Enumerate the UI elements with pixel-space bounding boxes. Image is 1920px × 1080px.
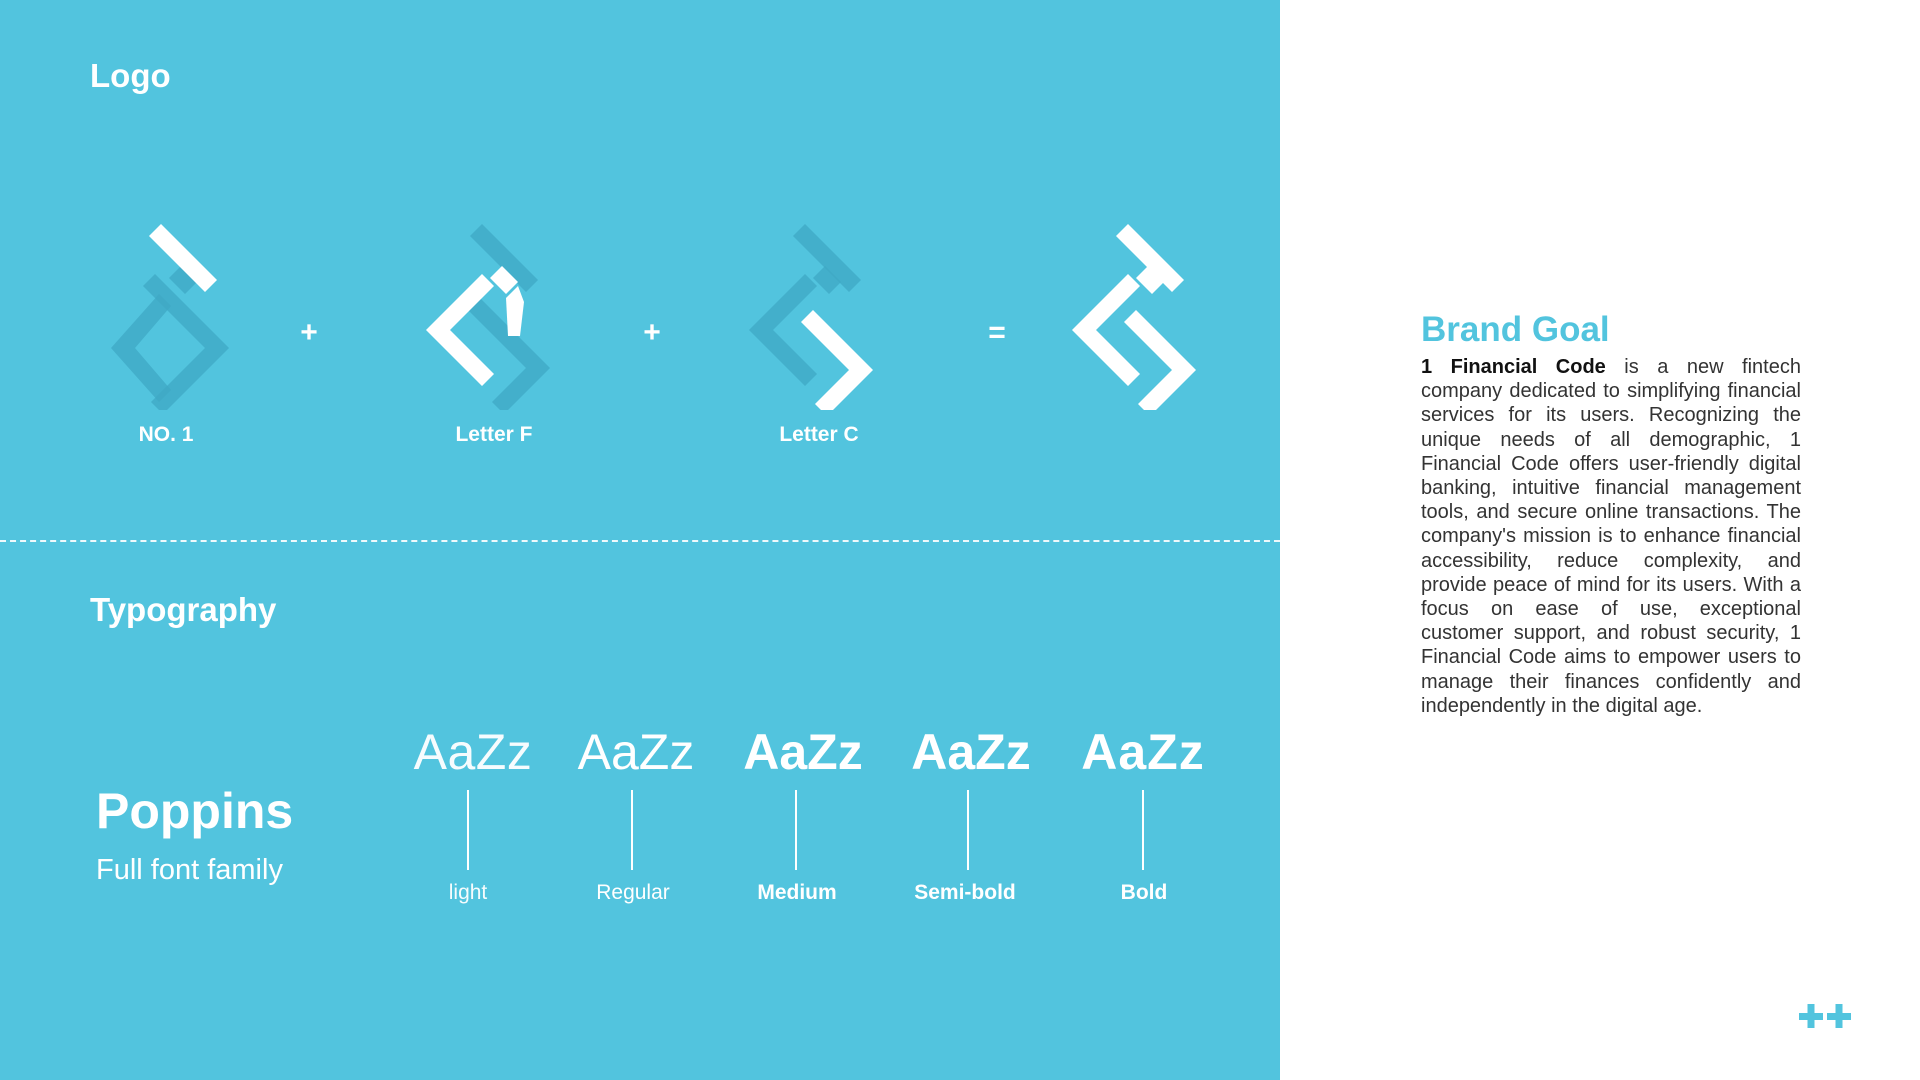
weight-label-semibold: Semi-bold (914, 881, 1016, 904)
weight-label-light: light (448, 881, 488, 904)
weight-connector-line (967, 790, 969, 870)
logo-part-letter-f (424, 220, 550, 410)
logo-operator-plus: + (643, 316, 661, 349)
final-logo-icon (1070, 220, 1196, 410)
font-family-subtitle: Full font family (96, 854, 283, 886)
brand-goal-title: Brand Goal (1421, 310, 1610, 349)
double-plus-icon (1799, 1004, 1853, 1028)
logo-part-number-one (103, 220, 229, 410)
brand-goal-text (1421, 355, 1801, 718)
font-sample-semibold: AaZz (911, 724, 1031, 780)
section-divider (0, 540, 1280, 542)
logo-operator-equals: = (988, 316, 1006, 349)
company-name: 1 Financial Code (1421, 356, 1606, 378)
font-sample-light: AaZz (413, 724, 533, 780)
logo-number-one-icon (103, 220, 229, 410)
weight-label-regular: Regular (596, 881, 670, 904)
brand-goal-body: is a new fintech company dedicated to simplifying financial services for its users. Recognizing the unique needs of all demographic, 1 Financial Code offers user-friendly digital banking, intuitive financial management tools, and secure online transactions. The company's mission is to enhance financial accessibility, reduce complexity, and provide peace of mind for its users. With a focus on ease of use, exceptional customer support, and robust security, 1 Financial Code aims to empower users to manage their finances confidently and independently in the digital age. (1421, 356, 1801, 717)
weight-label-bold: Bold (1120, 881, 1168, 904)
weight-connector-line (631, 790, 633, 870)
logo-letter-f-icon (424, 220, 550, 410)
logo-section-title: Logo (90, 57, 171, 94)
typography-section-title: Typography (90, 591, 277, 628)
logo-part-label: NO. 1 (138, 423, 194, 446)
logo-part-label: Letter C (779, 423, 859, 446)
weight-label-medium: Medium (757, 881, 837, 904)
font-family-name: Poppins (96, 783, 294, 839)
logo-letter-c-icon (747, 220, 873, 410)
logo-part-letter-c (747, 220, 873, 410)
font-sample-bold: AaZz (1081, 724, 1205, 780)
weight-connector-line (1142, 790, 1144, 870)
font-sample-medium: AaZz (743, 724, 863, 780)
logo-operator-plus: + (300, 316, 318, 349)
font-sample-regular: AaZz (577, 724, 695, 780)
final-logo (1070, 220, 1196, 410)
weight-connector-line (467, 790, 469, 870)
weight-connector-line (795, 790, 797, 870)
logo-part-label: Letter F (455, 423, 533, 446)
